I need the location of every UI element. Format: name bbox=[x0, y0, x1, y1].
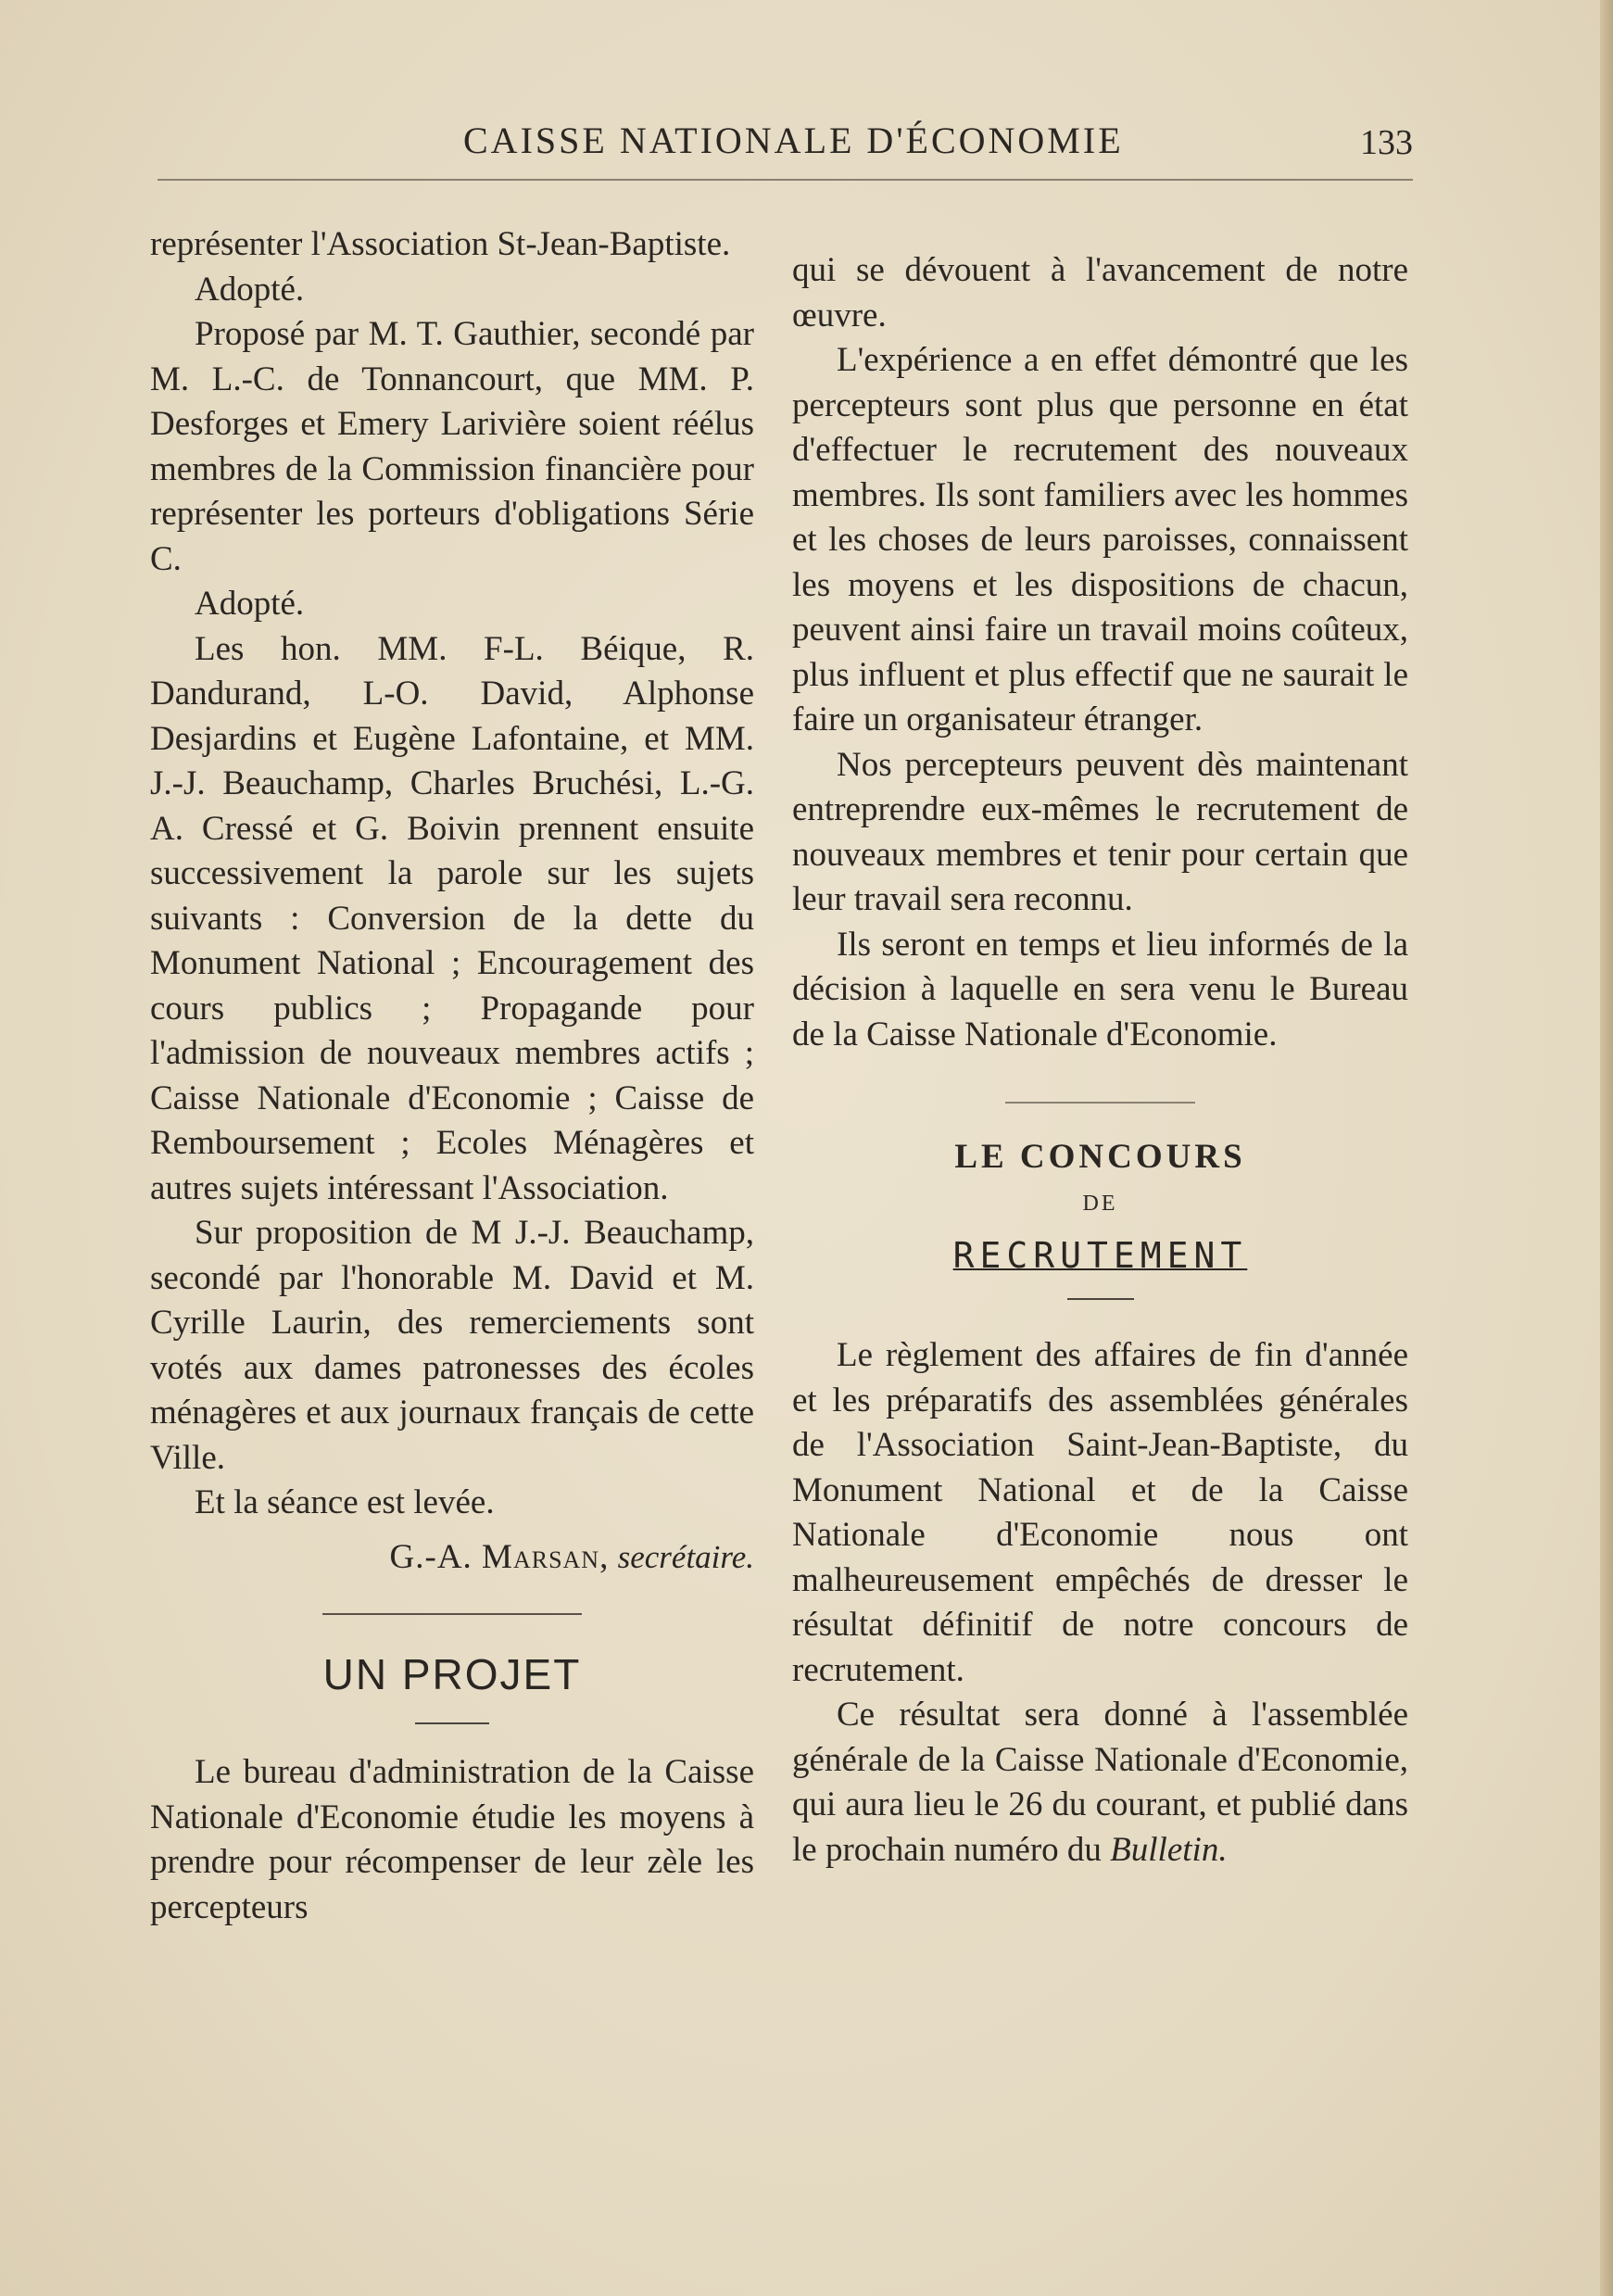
heading-rule bbox=[1067, 1298, 1134, 1300]
header-rule bbox=[158, 179, 1413, 181]
section-subheading: RECRUTEMENT bbox=[952, 1235, 1248, 1276]
paragraph: Proposé par M. T. Gauthier, secondé par M. L.-C. de Tonnancourt, que MM. P. Desforges et Emery Larivière soient réélus membres de la Commission financière pour représenter les porteurs d'obligations Série C. bbox=[150, 315, 754, 578]
paragraph bbox=[792, 1693, 1408, 1873]
heading-rule bbox=[415, 1722, 489, 1724]
page-edge-shadow bbox=[1600, 0, 1613, 2296]
paragraph: Sur proposition de M J.-J. Beauchamp, secondé par l'honorable M. David et M. Cyrille Laurin, des remerciements sont votés aux dames patronesses des écoles ménagères et aux journaux français de cette Ville. bbox=[150, 1214, 754, 1477]
signature bbox=[150, 1535, 754, 1581]
running-title: CAISSE NATIONALE D'ÉCONOMIE bbox=[463, 120, 1124, 161]
paragraph: Et la séance est levée. bbox=[195, 1483, 495, 1521]
paragraph-text: Ce résultat sera donné à l'assemblée générale de la Caisse Nationale d'Economie, qui aura lieu le 26 du courant, et publié dans le prochain numéro du bbox=[792, 1696, 1408, 1869]
section-separator bbox=[1005, 1102, 1195, 1104]
section-heading: UN PROJET bbox=[322, 1650, 582, 1698]
section-heading-connector: DE bbox=[1082, 1192, 1118, 1216]
page-number: 133 bbox=[1360, 123, 1413, 162]
page-header bbox=[158, 119, 1413, 174]
paragraph: Le règlement des affaires de fin d'année et les préparatifs des assemblées générales de l'Association Saint-Jean-Baptiste, du Monument National et de la Caisse Nationale d'Economie nous ont malheureusement empêchés de dresser le résultat définitif de notre concours de recrutement. bbox=[792, 1336, 1408, 1689]
paragraph: qui se dévouent à l'avancement de notre œuvre. bbox=[792, 251, 1408, 334]
section-separator bbox=[322, 1613, 582, 1615]
right-column bbox=[792, 248, 1408, 1873]
paragraph: Les hon. MM. F-L. Béique, R. Dandurand, L-O. David, Alphonse Desjardins et Eugène Lafontaine, et MM. J.-J. Beauchamp, Charles Bruchési, L.-G. A. Cressé et G. Boivin prennent ensuite successivement la parole sur les sujets suivants : Conversion de la dette du Monument National ; Encouragement des cours publics ; Propagande pour l'admission de nouveaux membres actifs ; Caisse Nationale d'Economie ; Caisse de Remboursement ; Ecoles Ménagères et autres sujets intéressant l'Association. bbox=[150, 629, 754, 1207]
paragraph: Ils seront en temps et lieu informés de la décision à laquelle en sera venu le Bureau de la Caisse Nationale d'Economie. bbox=[792, 925, 1408, 1053]
paragraph: représenter l'Association St-Jean-Baptiste. bbox=[150, 225, 731, 263]
signature-role: secrétaire. bbox=[617, 1538, 754, 1575]
signature-name: G.-A. Marsan, bbox=[389, 1537, 610, 1576]
paragraph: Adopté. bbox=[195, 585, 305, 623]
bulletin-title: Bulletin. bbox=[1110, 1830, 1228, 1869]
section-heading: LE CONCOURS bbox=[954, 1138, 1246, 1176]
paragraph: L'expérience a en effet démontré que les percepteurs sont plus que personne en état d'effectuer le recrutement des nouveaux membres. Ils sont familiers avec les hommes et les choses de leurs paroisses, connaissent les moyens et les dispositions de chacun, peuvent ainsi faire un travail moins coûteux, plus influent et plus effectif que ne saurait le faire un organisateur étranger. bbox=[792, 341, 1408, 738]
paragraph: Le bureau d'administration de la Caisse Nationale d'Economie étudie les moyens à prendre pour récompenser de leur zèle les percepteurs bbox=[150, 1753, 754, 1926]
paragraph: Nos percepteurs peuvent dès maintenant entreprendre eux-mêmes le recrutement de nouveaux membres et tenir pour certain que leur travail sera reconnu. bbox=[792, 745, 1408, 918]
left-column bbox=[150, 222, 754, 1930]
paragraph: Adopté. bbox=[195, 270, 305, 309]
